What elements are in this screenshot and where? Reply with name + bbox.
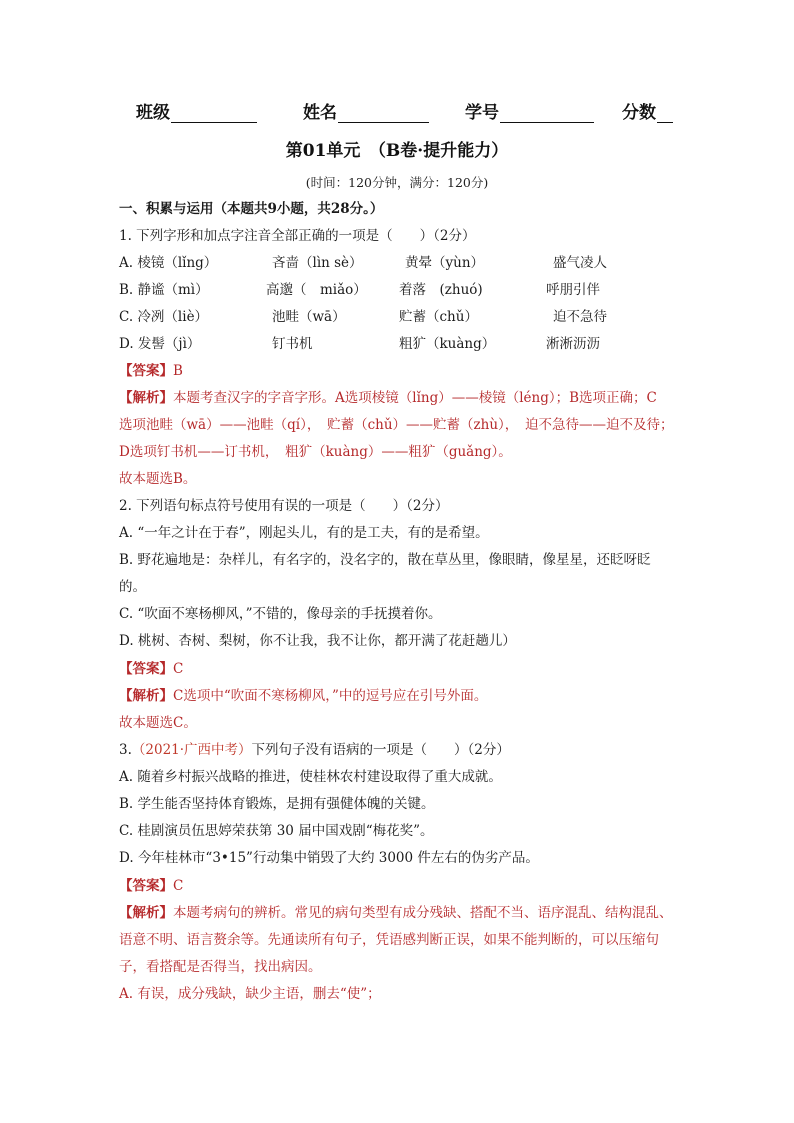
class-blank[interactable] xyxy=(171,104,257,123)
q1-option-b-1: B. 静谧（mì） xyxy=(119,282,209,298)
q1-option-b-2: 高邈（ miǎo） xyxy=(266,282,367,298)
question-2-conclusion: 故本题选C。 xyxy=(119,715,197,731)
q1-option-a-4: 盛气凌人 xyxy=(553,255,607,271)
analysis-tag: 【解析】 xyxy=(119,905,173,921)
score-label: 分数 xyxy=(622,103,656,123)
q1-option-d-4: 淅淅沥沥 xyxy=(546,336,600,352)
q1-option-c-3: 贮蓄（chǔ） xyxy=(399,309,478,325)
q1-option-b-3: 着落 (zhuó) xyxy=(399,282,483,298)
question-number: 3. xyxy=(119,742,132,758)
answer-value: C xyxy=(173,661,184,677)
q1-option-a-2: 吝啬（lìn sè） xyxy=(272,255,363,271)
q2-option-a: A. “一年之计在于春”，刚起头儿，有的是工夫，有的是希望。 xyxy=(119,525,489,541)
answer-tag: 【答案】 xyxy=(119,661,173,677)
question-text: 下列句子没有语病的一项是（ ）（2分） xyxy=(251,742,510,758)
q1-option-d-2: 钉书机 xyxy=(272,336,313,352)
question-1-answer xyxy=(119,362,183,380)
answer-value: B xyxy=(173,363,183,379)
q2-option-b: B. 野花遍地是：杂样儿，有名字的，没名字的，散在草丛里，像眼睛，像星星，还眨呀眨 xyxy=(119,552,651,568)
q2-option-c: C. “吹面不寒杨柳风，”不错的，像母亲的手抚摸着你。 xyxy=(119,606,442,622)
q3-option-c: C. 桂剧演员伍思婷荣获第 30 届中国戏剧“梅花奖”。 xyxy=(119,823,434,839)
q3-option-d: D. 今年桂林市“3•15”行动集中销毁了大约 3000 件左右的伪劣产品。 xyxy=(119,850,539,866)
q2-option-d: D. 桃树、杏树、梨树，你不让我，我不让你，都开满了花赶趟儿） xyxy=(119,633,516,649)
id-label: 学号 xyxy=(465,103,499,123)
answer-tag: 【答案】 xyxy=(119,363,173,379)
question-1-analysis-line-3: D选项钉书机——订书机， 粗犷（kuàng）——粗犷（guǎng）。 xyxy=(119,444,512,460)
name-field xyxy=(303,98,429,123)
analysis-text: 本题考查汉字的字音字形。A选项棱镜（lǐng）——棱镜（léng）；B选项正确；C xyxy=(173,390,657,406)
exam-time-info: (时间：120分钟，满分：120分) xyxy=(305,175,489,190)
student-info-header xyxy=(0,98,794,122)
question-2-answer xyxy=(119,660,183,678)
section-heading: 一、积累与运用（本题共9小题，共28分。） xyxy=(119,201,384,217)
q1-option-c-2: 池畦（wā） xyxy=(272,309,346,325)
question-3-analysis-a: A. 有误，成分残缺，缺少主语，删去“使”； xyxy=(119,986,381,1002)
question-3-stem xyxy=(119,741,510,759)
question-source: （2021·广西中考） xyxy=(131,742,252,758)
question-3-answer xyxy=(119,877,183,895)
answer-tag: 【答案】 xyxy=(119,878,173,894)
q3-option-a: A. 随着乡村振兴战略的推进，使桂林农村建设取得了重大成就。 xyxy=(119,769,502,785)
name-label: 姓名 xyxy=(303,103,337,123)
q1-option-b-4: 呼朋引伴 xyxy=(546,282,600,298)
score-field xyxy=(622,98,673,123)
name-blank[interactable] xyxy=(338,104,429,123)
class-label: 班级 xyxy=(136,103,170,123)
question-3-analysis-line-3: 子，看搭配是否得当，找出病因。 xyxy=(119,959,322,975)
question-3-analysis-line-2: 语意不明、语言赘余等。先通读所有句子，凭语感判断正误，如果不能判断的，可以压缩句 xyxy=(119,932,659,948)
question-1-analysis-line-1 xyxy=(119,389,657,407)
question-3-analysis-line-1 xyxy=(119,904,673,922)
analysis-tag: 【解析】 xyxy=(119,688,173,704)
question-1-conclusion: 故本题选B。 xyxy=(119,471,197,487)
q2-option-b-cont: 的。 xyxy=(119,579,146,595)
analysis-tag: 【解析】 xyxy=(119,390,173,406)
q3-option-b: B. 学生能否坚持体育锻炼，是拥有强健体魄的关键。 xyxy=(119,796,435,812)
question-2-stem: 2. 下列语句标点符号使用有误的一项是（ ）（2分） xyxy=(119,498,449,514)
score-blank[interactable] xyxy=(657,104,673,123)
q1-option-d-3: 粗犷（kuàng） xyxy=(399,336,496,352)
class-field xyxy=(136,98,257,123)
q1-option-a-3: 黄晕（yùn） xyxy=(405,255,485,271)
question-2-analysis xyxy=(119,687,487,705)
analysis-text: 本题考病句的辨析。常见的病句类型有成分残缺、搭配不当、语序混乱、结构混乱、 xyxy=(173,905,673,921)
q1-option-c-4: 迫不急待 xyxy=(553,309,607,325)
q1-option-d-1: D. 发髻（jì） xyxy=(119,336,201,352)
q1-option-a-1: A. 棱镜（lǐng） xyxy=(119,255,218,271)
question-1-stem: 1. 下列字形和加点字注音全部正确的一项是（ ）（2分） xyxy=(119,228,476,244)
analysis-text: C选项中“吹面不寒杨柳风，”中的逗号应在引号外面。 xyxy=(173,688,488,704)
answer-value: C xyxy=(173,878,184,894)
page-title: 第01单元 （B卷·提升能力） xyxy=(285,141,509,161)
question-1-analysis-line-2: 选项池畦（wā）——池畦（qí）， 贮蓄（chǔ）——贮蓄（zhù）， 迫不急待——迫不及待； xyxy=(119,417,674,433)
id-field xyxy=(465,98,594,123)
q1-option-c-1: C. 冷冽（liè） xyxy=(119,309,209,325)
id-blank[interactable] xyxy=(500,104,594,123)
